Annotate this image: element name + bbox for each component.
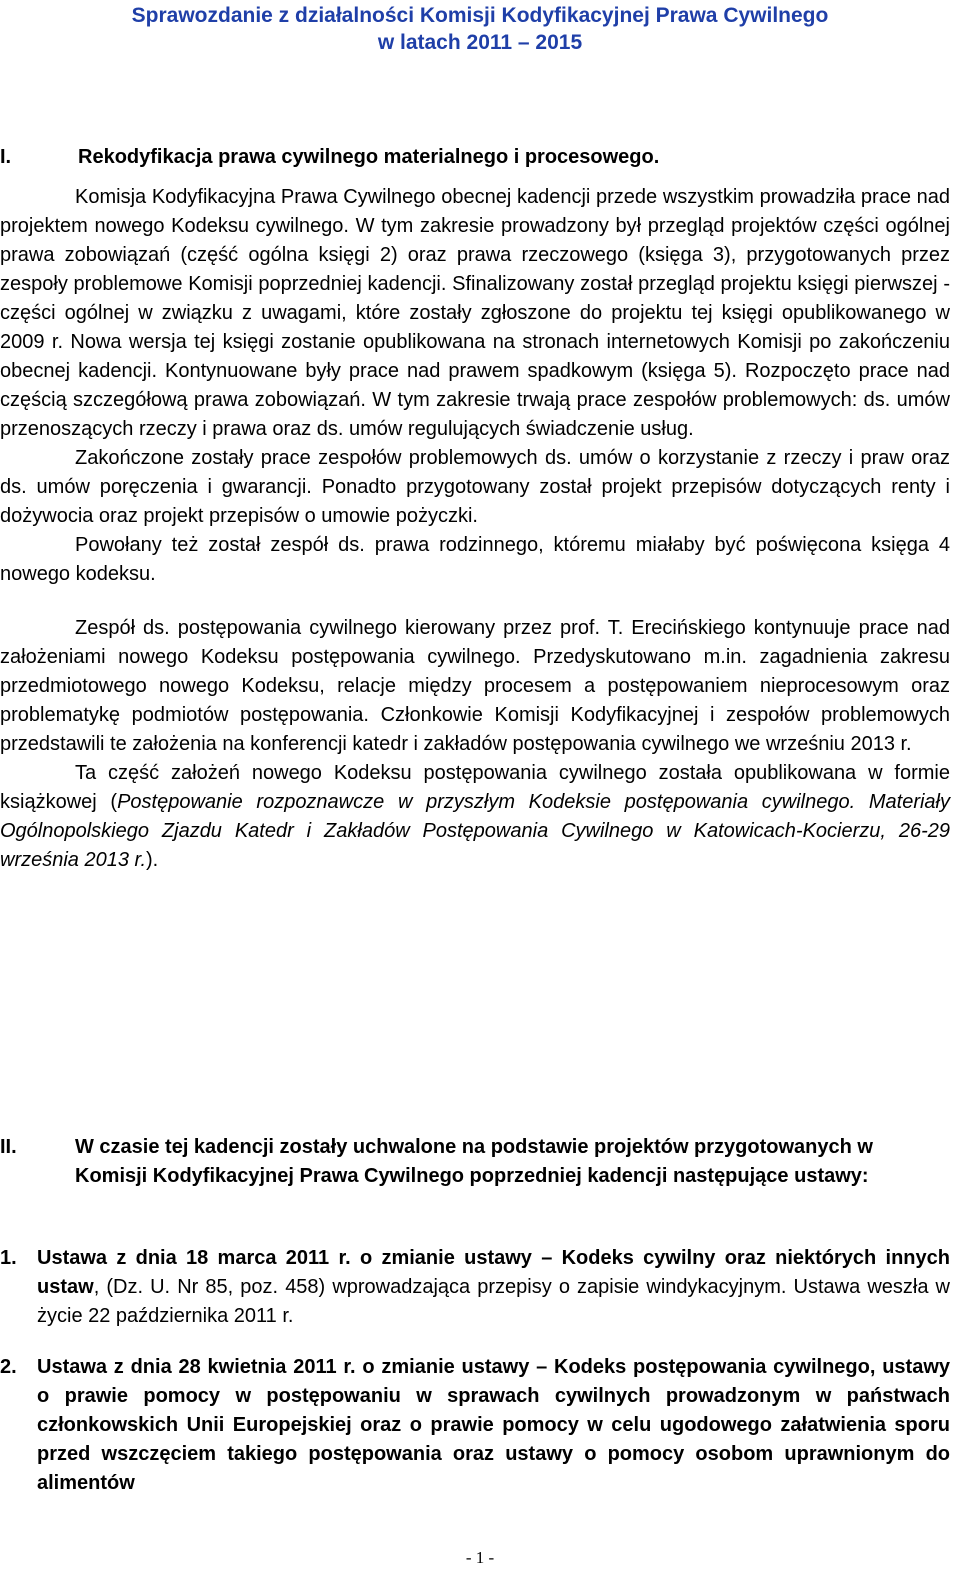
- section-1-number: I.: [0, 146, 12, 168]
- page-number: - 1 -: [465, 1548, 495, 1567]
- title-line-1: Sprawozdanie z działalności Komisji Kodyfikacyjnej Prawa Cywilnego: [131, 4, 829, 27]
- section-1-body: [0, 183, 950, 875]
- list-item: [0, 1244, 950, 1331]
- paragraph-4: Zespół ds. postępowania cywilnego kierowany przez prof. T. Erecińskiego kontynuuje prace nad założeniami nowego Kodeksu postępowania cywilnego. Przedyskutowano m.in. zagadnienia zakresu przedmiotowego nowego Kodeksu, relacje między procesem a postępowaniem nieprocesowym oraz problematykę podmiotów postępowania. Członkowie Komisji Kodyfikacyjnej i zespołów problemowych przedstawili te założenia na konferencji katedr i zakładów postępowania cywilnego we wrześniu 2013 r.: [0, 617, 950, 755]
- title-line-2: w latach 2011 – 2015: [377, 31, 583, 54]
- paragraph-5: [0, 759, 950, 875]
- section-2-number: II.: [0, 1136, 17, 1158]
- list-item-number: 1.: [0, 1247, 17, 1269]
- list-item-number: 2.: [0, 1356, 17, 1378]
- paragraph-3: Powołany też został zespół ds. prawa rodzinnego, któremu miałaby być poświęcona księga 4 nowego kodeksu.: [0, 534, 950, 585]
- law-details: , (Dz. U. Nr 85, poz. 458) wprowadzająca przepisy o zapisie windykacyjnym. Ustawa weszła w życie 22 października 2011 r.: [37, 1276, 950, 1327]
- law-title: Ustawa z dnia 28 kwietnia 2011 r. o zmianie ustawy – Kodeks postępowania cywilnego, ustawy o prawie pomocy w postępowaniu w sprawach cywilnych prowadzonym w państwach członkowskich Unii Europejskiej oraz o prawie pomocy w celu ugodowego załatwienia sporu przed wszczęciem takiego postępowania oraz ustawy o pomocy osobom uprawnionym do alimentów: [37, 1356, 950, 1494]
- document-title: [0, 2, 960, 56]
- section-2-heading: [0, 1133, 950, 1191]
- paragraph-2: Zakończone zostały prace zespołów problemowych ds. umów o korzystanie z rzeczy i praw oraz ds. umów poręczenia i gwarancji. Ponadto przygotowany został projekt przepisów dotyczących renty i dożywocia oraz projekt przepisów o umowie pożyczki.: [0, 447, 950, 527]
- publication-citation: Postępowanie rozpoznawcze w przyszłym Kodeksie postępowania cywilnego. Materiały Ogólnopolskiego Zjazdu Katedr i Zakładów Postępowania Cywilnego w Katowicach-Kocierzu, 26-29 września 2013 r.: [0, 791, 950, 871]
- paragraph-5-lead: Ta część założeń nowego Kodeksu postępowania cywilnego została opublikowana w formie książkowej (: [0, 762, 950, 813]
- section-1-title: Rekodyfikacja prawa cywilnego materialnego i procesowego.: [78, 146, 660, 168]
- paragraph-5-tail: ).: [146, 849, 159, 871]
- section-2-title: W czasie tej kadencji zostały uchwalone na podstawie projektów przygotowanych w Komisji Kodyfikacyjnej Prawa Cywilnego poprzedniej kadencji następujące ustawy:: [75, 1136, 873, 1187]
- list-item: [0, 1353, 950, 1498]
- law-title: Ustawa z dnia 18 marca 2011 r. o zmianie ustawy – Kodeks cywilny oraz niektórych innych ustaw: [37, 1247, 950, 1298]
- paragraph-1: Komisja Kodyfikacyjna Prawa Cywilnego obecnej kadencji przede wszystkim prowadziła prace nad projektem nowego Kodeksu cywilnego. W tym zakresie prowadzony był przegląd projektów części ogólnej prawa zobowiązań (część ogólna księgi 2) oraz prawa rzeczowego (księga 3), przygotowanych przez zespoły problemowe Komisji poprzedniej kadencji. Sfinalizowany został przegląd projektu księgi pierwszej - części ogólnej w związku z uwagami, które zostały zgłoszone do projektu tej księgi opublikowanego w 2009 r. Nowa wersja tej księgi zostanie opublikowana na stronach internetowych Komisji po zakończeniu obecnej kadencji. Kontynuowane były prace nad prawem spadkowym (księga 5). Rozpoczęto prace nad częścią szczegółową prawa zobowiązań. W tym zakresie trwają prace zespołów problemowych: ds. umów przenoszących rzeczy i prawa oraz ds. umów regulujących świadczenie usług.: [0, 186, 950, 440]
- law-list: [0, 1244, 950, 1498]
